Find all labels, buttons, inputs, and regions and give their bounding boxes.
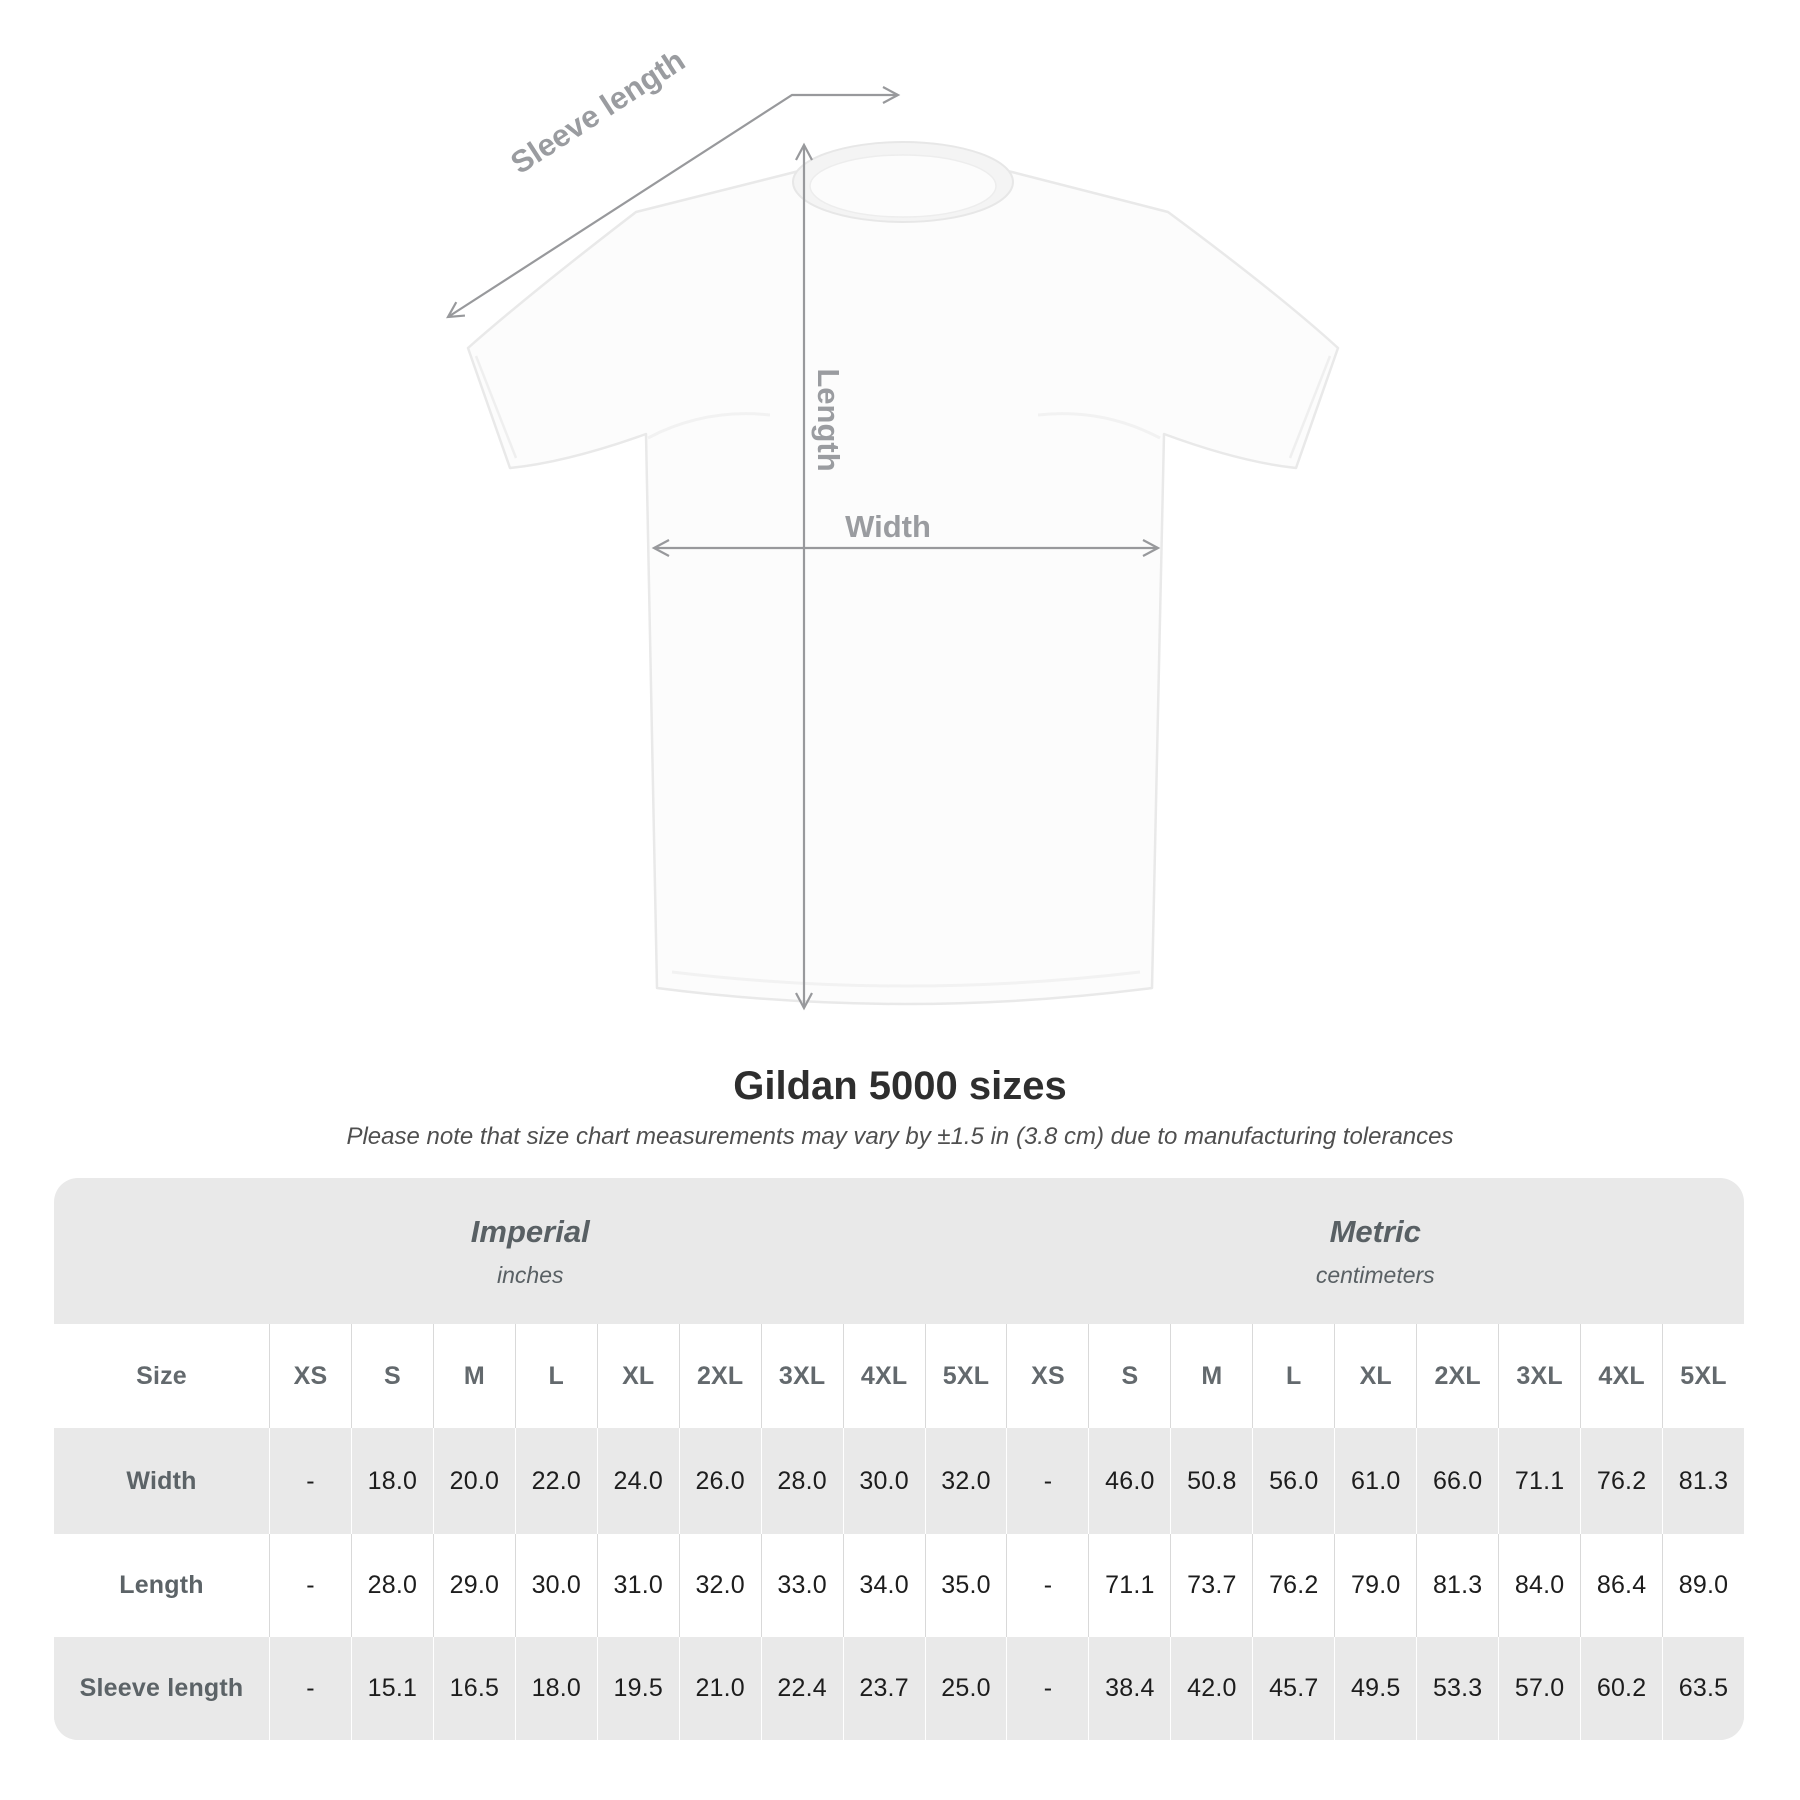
size-column-header: M xyxy=(1170,1324,1252,1428)
value-cell: 22.4 xyxy=(761,1637,843,1740)
size-column-header: 3XL xyxy=(761,1324,843,1428)
value-cell: 46.0 xyxy=(1088,1428,1170,1534)
value-cell: 56.0 xyxy=(1252,1428,1334,1534)
size-column-header: XS xyxy=(269,1324,351,1428)
imperial-unit: inches xyxy=(497,1261,564,1288)
value-cell: 53.3 xyxy=(1416,1637,1498,1740)
value-cell: 71.1 xyxy=(1088,1534,1170,1637)
size-column-header: S xyxy=(351,1324,433,1428)
imperial-title: Imperial xyxy=(470,1213,590,1249)
value-cell: 79.0 xyxy=(1334,1534,1416,1637)
length-label: Length xyxy=(811,368,846,472)
size-row-label: Size xyxy=(136,1361,187,1390)
value-cell: - xyxy=(1006,1637,1088,1740)
value-cell: 28.0 xyxy=(351,1534,433,1637)
unit-header-row xyxy=(54,1178,1744,1324)
value-cell: 84.0 xyxy=(1498,1534,1580,1637)
size-column-header: 5XL xyxy=(1662,1324,1744,1428)
value-cell: 16.5 xyxy=(433,1637,515,1740)
value-cell: 19.5 xyxy=(597,1637,679,1740)
value-cell: 33.0 xyxy=(761,1534,843,1637)
metric-unit: centimeters xyxy=(1315,1261,1435,1288)
value-cell: 45.7 xyxy=(1252,1637,1334,1740)
value-cell: - xyxy=(1006,1534,1088,1637)
value-cell: 89.0 xyxy=(1662,1534,1744,1637)
value-cell: 28.0 xyxy=(761,1428,843,1534)
page-title: Gildan 5000 sizes xyxy=(733,1064,1067,1108)
value-cell: 81.3 xyxy=(1416,1534,1498,1637)
size-column-header: S xyxy=(1088,1324,1170,1428)
value-cell: - xyxy=(269,1637,351,1740)
size-column-header: XL xyxy=(597,1324,679,1428)
row-label: Length xyxy=(119,1571,204,1599)
value-cell: 32.0 xyxy=(925,1428,1007,1534)
table-row-sleeve-length xyxy=(54,1637,1744,1740)
row-label: Width xyxy=(126,1466,197,1495)
value-cell: 34.0 xyxy=(843,1534,925,1637)
size-column-header: 4XL xyxy=(843,1324,925,1428)
size-column-header: L xyxy=(515,1324,597,1428)
size-table-panel xyxy=(54,1178,1744,1740)
value-cell: - xyxy=(269,1428,351,1534)
value-cell: 66.0 xyxy=(1416,1428,1498,1534)
size-column-header: XL xyxy=(1334,1324,1416,1428)
value-cell: 21.0 xyxy=(679,1637,761,1740)
value-cell: 73.7 xyxy=(1170,1534,1252,1637)
value-cell: 30.0 xyxy=(515,1534,597,1637)
value-cell: 81.3 xyxy=(1662,1428,1744,1534)
value-cell: 20.0 xyxy=(433,1428,515,1534)
value-cell: 71.1 xyxy=(1498,1428,1580,1534)
value-cell: 30.0 xyxy=(843,1428,925,1534)
value-cell: 86.4 xyxy=(1580,1534,1662,1637)
table-row-width xyxy=(54,1428,1744,1534)
size-header-row xyxy=(54,1324,1744,1428)
table-row-length xyxy=(54,1534,1744,1637)
metric-header xyxy=(1007,1178,1745,1324)
tshirt-illustration xyxy=(468,142,1338,1004)
row-label: Sleeve length xyxy=(79,1674,244,1702)
size-column-header: M xyxy=(433,1324,515,1428)
value-cell: 42.0 xyxy=(1170,1637,1252,1740)
size-column-header: 4XL xyxy=(1580,1324,1662,1428)
page-subtitle: Please note that size chart measurements may vary by ±1.5 in (3.8 cm) due to manufacturing tolerances xyxy=(346,1123,1454,1150)
value-cell: 60.2 xyxy=(1580,1637,1662,1740)
size-column-header: 3XL xyxy=(1498,1324,1580,1428)
value-cell: 24.0 xyxy=(597,1428,679,1534)
value-cell: 76.2 xyxy=(1252,1534,1334,1637)
value-cell: - xyxy=(269,1534,351,1637)
value-cell: 63.5 xyxy=(1662,1637,1744,1740)
value-cell: 49.5 xyxy=(1334,1637,1416,1740)
value-cell: 26.0 xyxy=(679,1428,761,1534)
value-cell: 76.2 xyxy=(1580,1428,1662,1534)
value-cell: 22.0 xyxy=(515,1428,597,1534)
size-column-header: XS xyxy=(1006,1324,1088,1428)
value-cell: 50.8 xyxy=(1170,1428,1252,1534)
value-cell: 57.0 xyxy=(1498,1637,1580,1740)
sleeve-length-label: Sleeve length xyxy=(504,42,692,181)
size-column-header: 5XL xyxy=(925,1324,1007,1428)
value-cell: 61.0 xyxy=(1334,1428,1416,1534)
value-cell: 18.0 xyxy=(515,1637,597,1740)
value-cell: 23.7 xyxy=(843,1637,925,1740)
metric-title: Metric xyxy=(1329,1213,1421,1249)
width-label: Width xyxy=(845,509,931,544)
value-cell: 29.0 xyxy=(433,1534,515,1637)
title-block xyxy=(0,1045,1800,1178)
size-column-header: L xyxy=(1252,1324,1334,1428)
value-cell: 25.0 xyxy=(925,1637,1007,1740)
value-cell: 35.0 xyxy=(925,1534,1007,1637)
imperial-header xyxy=(54,1178,1007,1324)
value-cell: 38.4 xyxy=(1088,1637,1170,1740)
value-cell: 32.0 xyxy=(679,1534,761,1637)
size-column-header: 2XL xyxy=(679,1324,761,1428)
value-cell: 18.0 xyxy=(351,1428,433,1534)
value-cell: - xyxy=(1006,1428,1088,1534)
value-cell: 31.0 xyxy=(597,1534,679,1637)
size-column-header: 2XL xyxy=(1416,1324,1498,1428)
value-cell: 15.1 xyxy=(351,1637,433,1740)
